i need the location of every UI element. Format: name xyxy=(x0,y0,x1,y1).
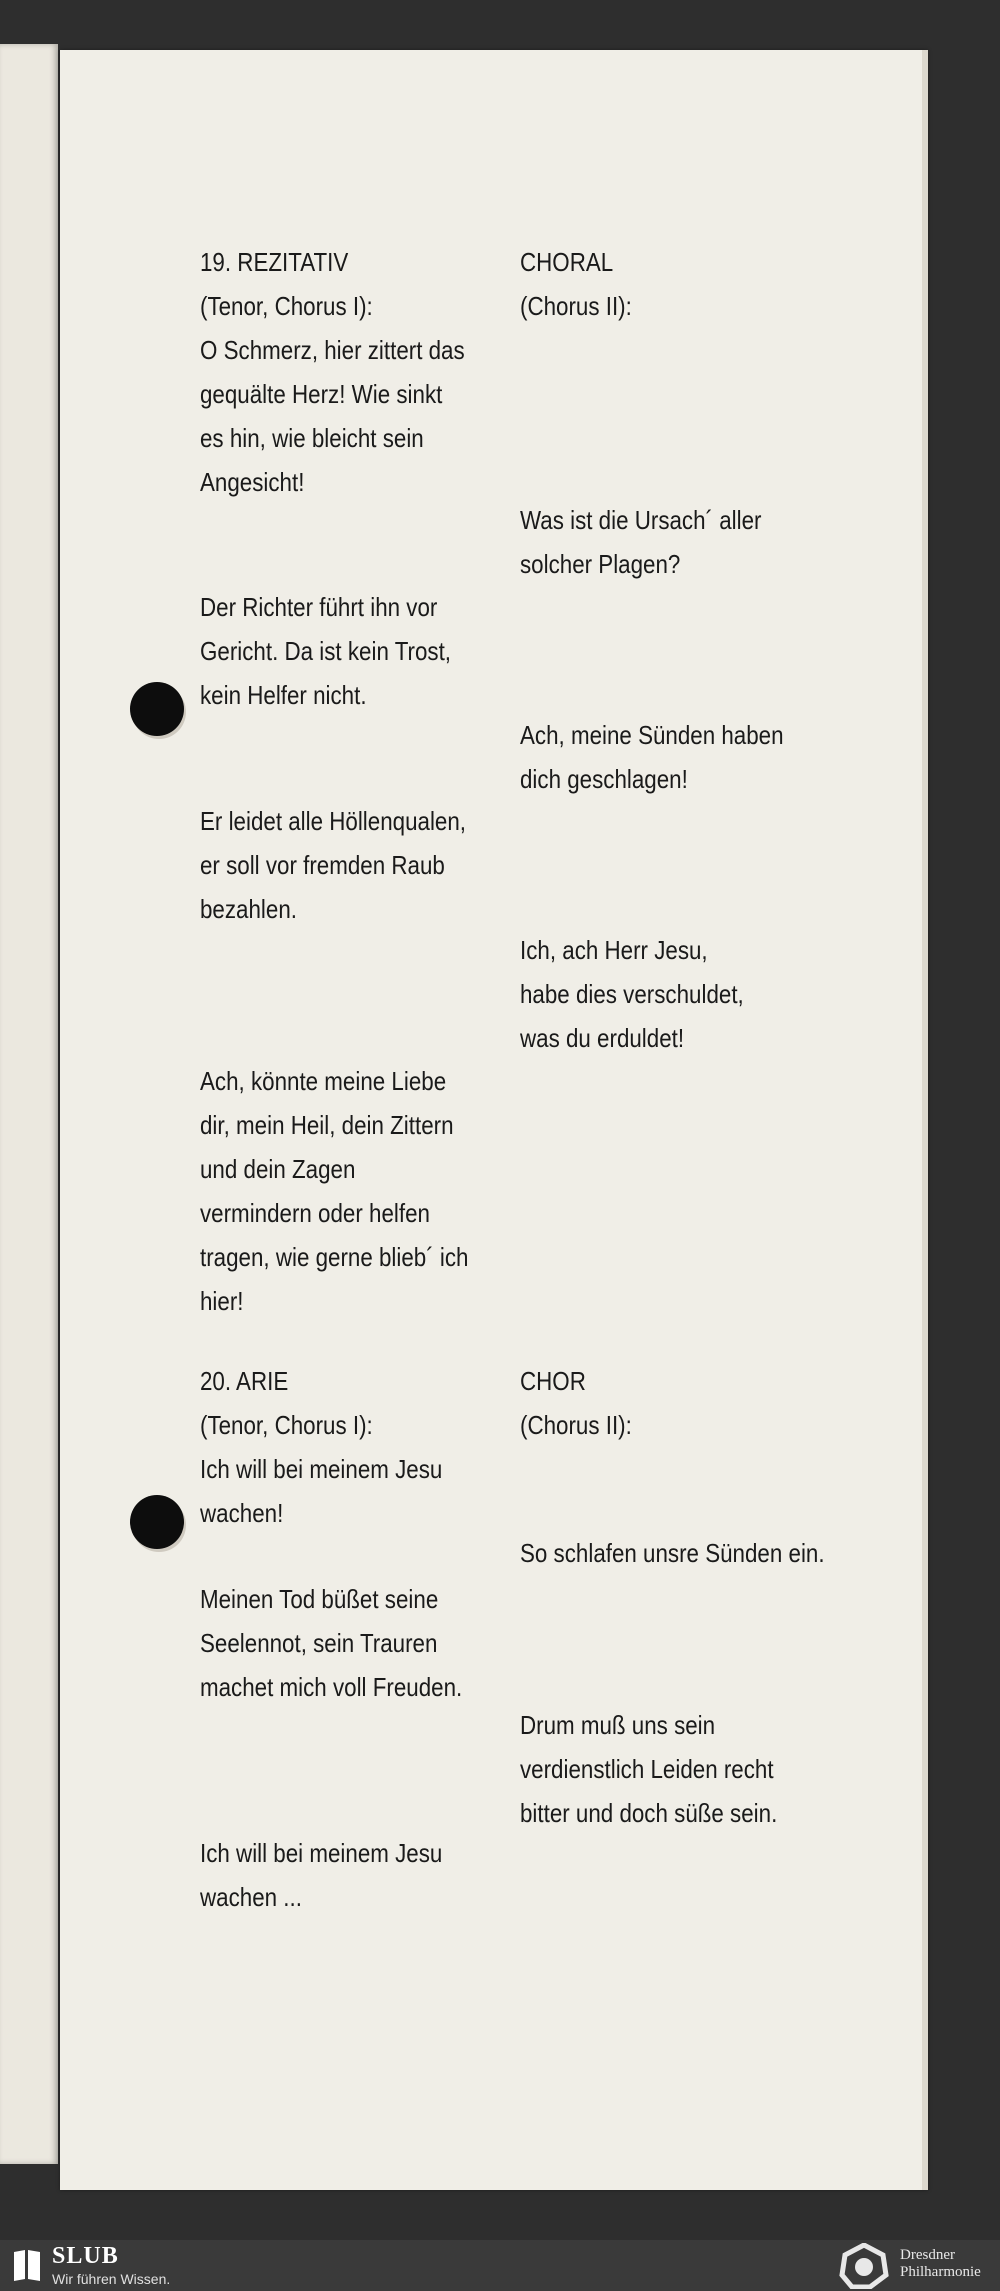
text-line: Ich will bei meinem Jesu xyxy=(200,1454,443,1484)
voices-19: (Tenor, Chorus I): xyxy=(200,291,373,321)
text-line: bitter und doch süße sein. xyxy=(520,1798,778,1828)
text-line: Seelennot, sein Trauren xyxy=(200,1628,438,1658)
text-line: Was ist die Ursach´ aller xyxy=(520,505,762,535)
text-line: Ich, ach Herr Jesu, xyxy=(520,935,708,965)
punch-hole-lower xyxy=(130,1495,184,1549)
philharmonie-logo-icon xyxy=(838,2243,890,2289)
text-line: Ach, könnte meine Liebe xyxy=(200,1066,447,1096)
text-line: solcher Plagen? xyxy=(520,549,681,579)
text-line: und dein Zagen xyxy=(200,1154,356,1184)
section-heading-19: 19. REZITATIV xyxy=(200,247,349,277)
text-line: Ach, meine Sünden haben xyxy=(520,720,784,750)
text-line: O Schmerz, hier zittert das xyxy=(200,335,465,365)
text-line: er soll vor fremden Raub xyxy=(200,850,445,880)
text-line: gequälte Herz! Wie sinkt xyxy=(200,379,443,409)
booklet-page xyxy=(60,50,928,2190)
punch-hole-upper xyxy=(130,682,184,736)
text-line: wachen ... xyxy=(200,1882,302,1912)
text-line: es hin, wie bleicht sein xyxy=(200,423,424,453)
text-line: verdienstlich Leiden recht xyxy=(520,1754,774,1784)
text-line: Drum muß uns sein xyxy=(520,1710,716,1740)
text-line: So schlafen unsre Sünden ein. xyxy=(520,1538,825,1568)
text-line: hier! xyxy=(200,1286,244,1316)
text-line: was du erduldet! xyxy=(520,1023,685,1053)
voices-choral: (Chorus II): xyxy=(520,291,632,321)
text-line: Er leidet alle Höllenqualen, xyxy=(200,806,467,836)
text-line: kein Helfer nicht. xyxy=(200,680,367,710)
voices-20: (Tenor, Chorus I): xyxy=(200,1410,373,1440)
facing-page-edge xyxy=(0,44,58,2164)
section-heading-chor: CHOR xyxy=(520,1366,586,1396)
text-line: vermindern oder helfen xyxy=(200,1198,430,1228)
text-line: Angesicht! xyxy=(200,467,305,497)
text-line: dich geschlagen! xyxy=(520,764,688,794)
partner-line-1: Dresdner xyxy=(900,2247,955,2263)
slub-tagline: Wir führen Wissen. xyxy=(52,2271,171,2287)
partner-line-2: Philharmonie xyxy=(900,2264,981,2280)
text-line: habe dies verschuldet, xyxy=(520,979,744,1009)
voices-chor: (Chorus II): xyxy=(520,1410,632,1440)
text-line: tragen, wie gerne blieb´ ich xyxy=(200,1242,469,1272)
text-line: dir, mein Heil, dein Zittern xyxy=(200,1110,454,1140)
text-line: Gericht. Da ist kein Trost, xyxy=(200,636,452,666)
text-line: Der Richter führt ihn vor xyxy=(200,592,438,622)
text-line: Ich will bei meinem Jesu xyxy=(200,1838,443,1868)
slub-name: SLUB xyxy=(52,2243,119,2269)
partner-name xyxy=(900,2247,981,2281)
text-line: bezahlen. xyxy=(200,894,297,924)
section-heading-choral: CHORAL xyxy=(520,247,614,277)
text-line: machet mich voll Freuden. xyxy=(200,1672,463,1702)
book-icon xyxy=(12,2248,42,2282)
text-line: wachen! xyxy=(200,1498,284,1528)
section-heading-20: 20. ARIE xyxy=(200,1366,289,1396)
text-line: Meinen Tod büßet seine xyxy=(200,1584,439,1614)
